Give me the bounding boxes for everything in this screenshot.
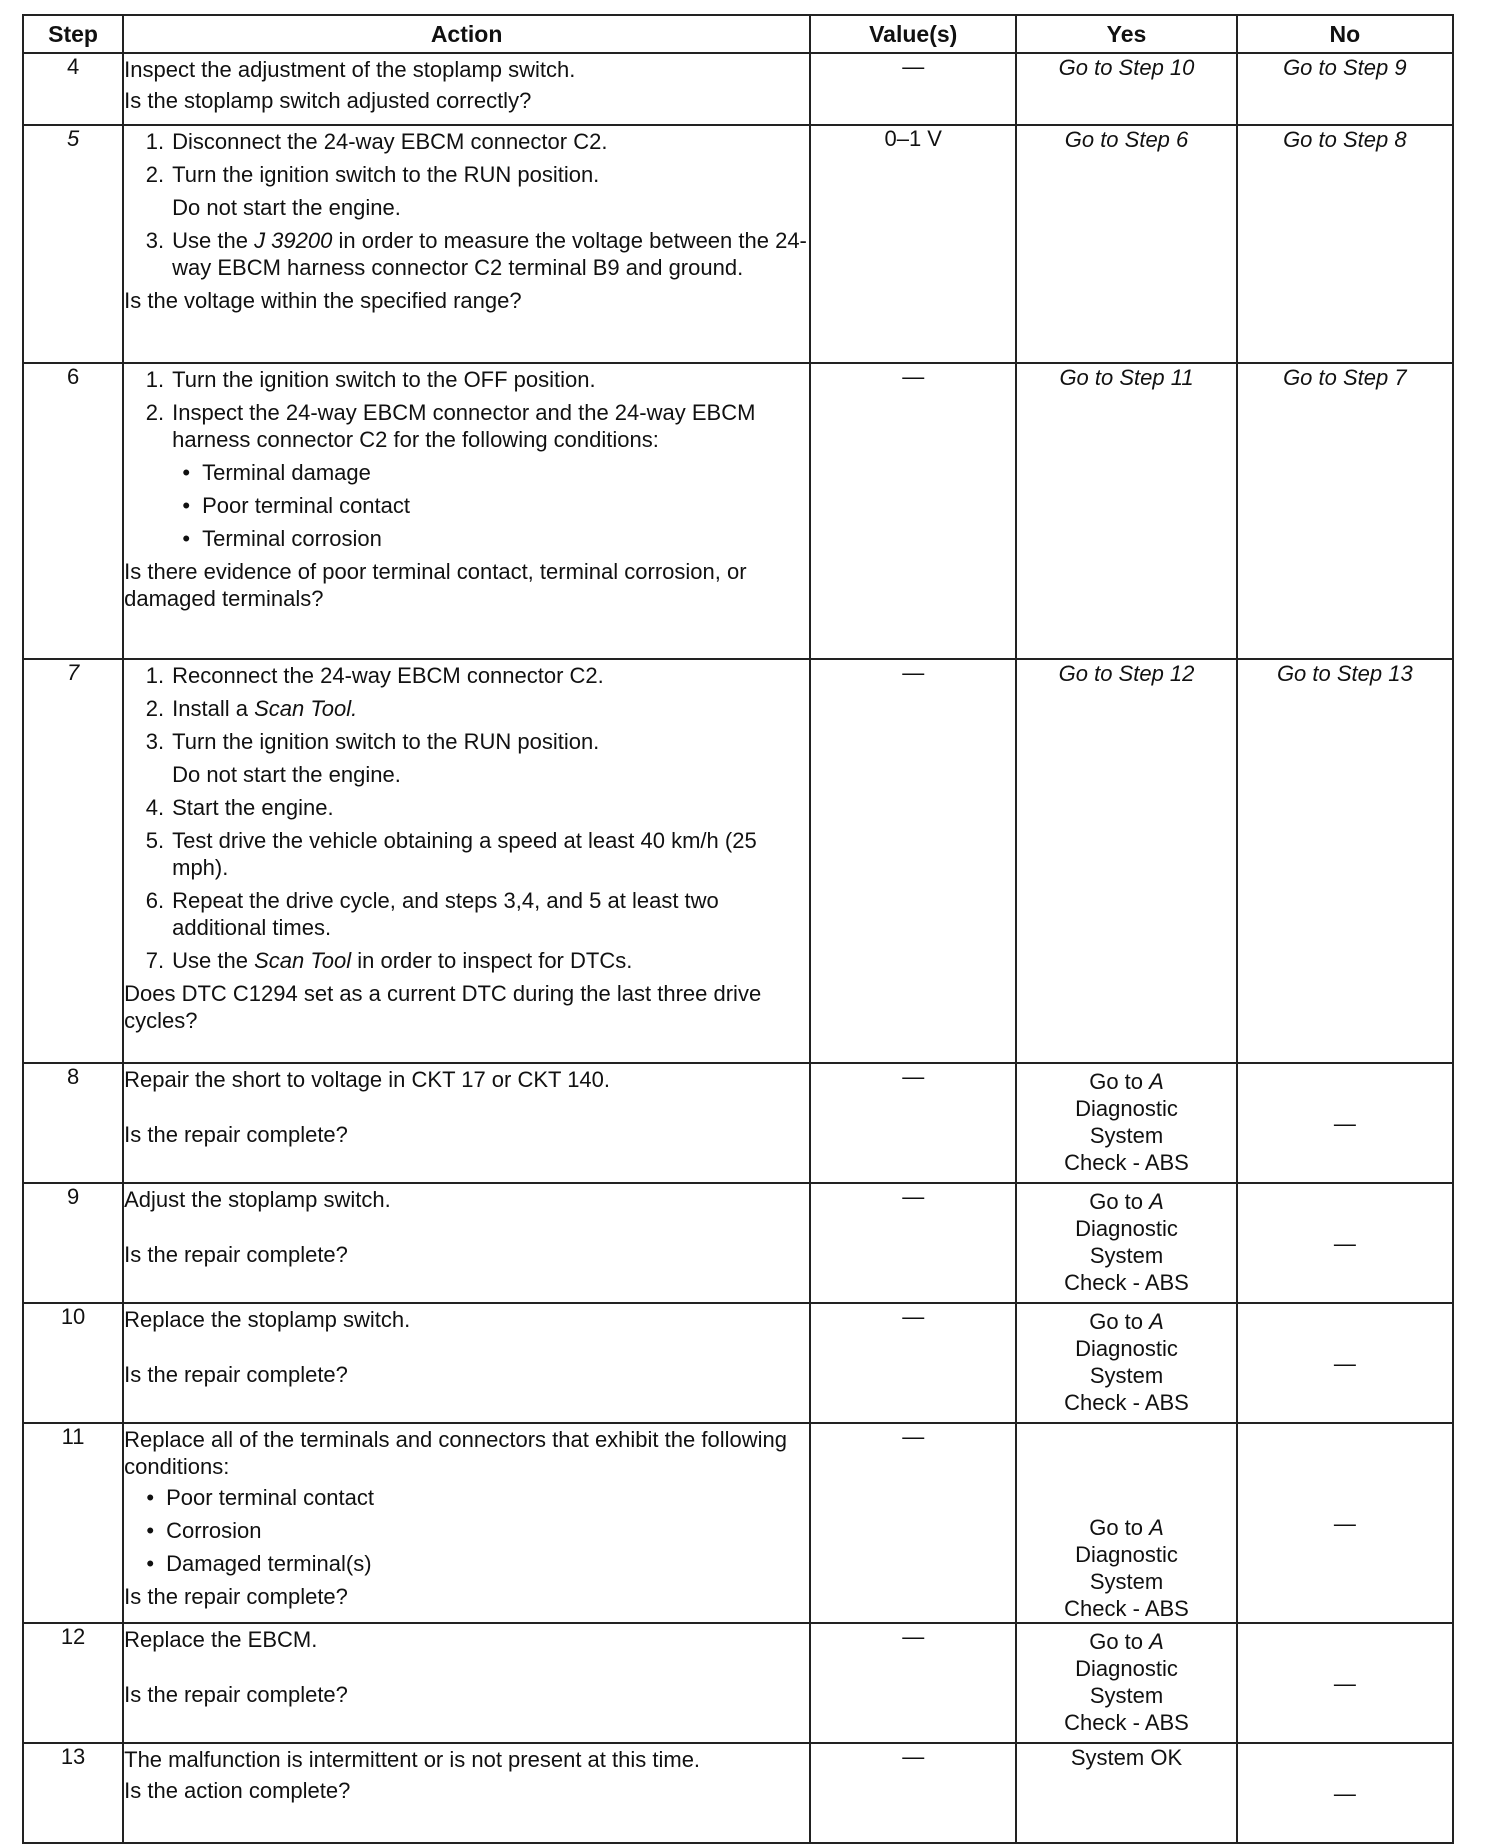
tool-name: Scan Tool <box>254 948 352 973</box>
value-cell: — <box>810 1423 1016 1623</box>
no-cell: Go to Step 8 <box>1237 125 1453 363</box>
sub-note: Do not start the engine. <box>172 195 401 220</box>
yes-cell: Go to A Diagnostic System Check - ABS <box>1016 1183 1236 1303</box>
action-question: Is the voltage within the specified range? <box>124 288 522 313</box>
value-cell: — <box>810 1743 1016 1843</box>
action-text: Replace the EBCM. <box>124 1627 318 1652</box>
header-row <box>23 15 1453 53</box>
list-item: 4. Start the engine. <box>145 795 334 820</box>
value-cell: — <box>810 363 1016 659</box>
value-cell: — <box>810 53 1016 125</box>
table-row <box>23 1743 1453 1843</box>
action-question: Does DTC C1294 set as a current DTC during the last three drive cycles? <box>124 981 762 1033</box>
table-row <box>23 1423 1453 1623</box>
bullet-item: • Damaged terminal(s) <box>146 1551 372 1576</box>
yes-cell: Go to A Diagnostic System Check - ABS <box>1016 1303 1236 1423</box>
action-question: Is the repair complete? <box>124 1242 348 1267</box>
header-yes: Yes <box>1016 15 1236 53</box>
step-number: 13 <box>23 1743 123 1843</box>
no-cell: Go to Step 13 <box>1237 659 1453 1063</box>
list-item: 1. Disconnect the 24-way EBCM connector C2. <box>145 129 608 154</box>
yes-cell: Go to A Diagnostic System Check - ABS <box>1016 1423 1236 1623</box>
table-row <box>23 53 1453 125</box>
step-number: 12 <box>23 1623 123 1743</box>
table-row <box>23 1063 1453 1183</box>
action-question: Is the repair complete? <box>124 1122 348 1147</box>
no-cell: — <box>1237 1743 1453 1843</box>
no-cell: — <box>1237 1623 1453 1743</box>
action-cell <box>123 1623 810 1743</box>
step-number: 9 <box>23 1183 123 1303</box>
yes-cell: System OK <box>1016 1743 1236 1843</box>
list-item: 7. Use the Scan Tool in order to inspect for DTCs. <box>145 948 633 973</box>
bullet-item: • Terminal corrosion <box>182 526 382 551</box>
tool-name: J 39200 <box>254 228 333 253</box>
header-action: Action <box>123 15 810 53</box>
table-row <box>23 125 1453 363</box>
action-text: Inspect the adjustment of the stoplamp switch. <box>124 57 576 82</box>
step-number: 11 <box>23 1423 123 1623</box>
table-row <box>23 1303 1453 1423</box>
action-question: Is there evidence of poor terminal contact, terminal corrosion, or damaged terminals? <box>124 559 747 611</box>
action-cell <box>123 1183 810 1303</box>
yes-cell: Go to Step 11 <box>1016 363 1236 659</box>
action-cell <box>123 659 810 1063</box>
bullet-item: • Corrosion <box>146 1518 262 1543</box>
action-question: Is the action complete? <box>124 1778 351 1803</box>
bullet-item: • Poor terminal contact <box>182 493 410 518</box>
yes-cell: Go to A Diagnostic System Check - ABS <box>1016 1063 1236 1183</box>
value-cell: 0–1 V <box>810 125 1016 363</box>
list-item: 5. Test drive the vehicle obtaining a speed at least 40 km/h (25 mph). <box>145 828 757 880</box>
action-cell <box>123 1063 810 1183</box>
action-text: Replace all of the terminals and connectors that exhibit the following conditions: <box>124 1427 787 1479</box>
tool-name: Scan Tool. <box>254 696 358 721</box>
action-text: The malfunction is intermittent or is not present at this time. <box>124 1747 701 1772</box>
action-text: Adjust the stoplamp switch. <box>124 1187 391 1212</box>
action-text: Replace the stoplamp switch. <box>124 1307 411 1332</box>
header-no: No <box>1237 15 1453 53</box>
step-number: 8 <box>23 1063 123 1183</box>
bullet-item: • Poor terminal contact <box>146 1485 374 1510</box>
value-cell: — <box>810 1623 1016 1743</box>
yes-cell: Go to Step 6 <box>1016 125 1236 363</box>
yes-cell: Go to Step 10 <box>1016 53 1236 125</box>
no-cell: Go to Step 9 <box>1237 53 1453 125</box>
table-row <box>23 1623 1453 1743</box>
value-cell: — <box>810 1183 1016 1303</box>
no-cell: — <box>1237 1303 1453 1423</box>
value-cell: — <box>810 659 1016 1063</box>
list-item: 2. Install a Scan Tool. <box>145 696 358 721</box>
list-item: 3. Use the J 39200 in order to measure the voltage between the 24-way EBCM harness connector C2 terminal B9 and ground. <box>145 228 807 280</box>
action-question: Is the stoplamp switch adjusted correctly? <box>124 88 532 113</box>
table-row <box>23 363 1453 659</box>
list-item: 6. Repeat the drive cycle, and steps 3,4, and 5 at least two additional times. <box>145 888 719 940</box>
step-number: 4 <box>23 53 123 125</box>
diagnostic-table <box>22 14 1454 1844</box>
action-text: Repair the short to voltage in CKT 17 or CKT 140. <box>124 1067 611 1092</box>
step-number: 10 <box>23 1303 123 1423</box>
action-cell <box>123 363 810 659</box>
value-cell: — <box>810 1063 1016 1183</box>
no-cell: — <box>1237 1063 1453 1183</box>
yes-cell: Go to Step 12 <box>1016 659 1236 1063</box>
step-number: 6 <box>23 363 123 659</box>
table-row <box>23 1183 1453 1303</box>
header-values: Value(s) <box>810 15 1016 53</box>
list-item: 2. Turn the ignition switch to the RUN position. <box>145 162 600 187</box>
value-cell: — <box>810 1303 1016 1423</box>
no-cell: — <box>1237 1423 1453 1623</box>
step-number: 5 <box>23 125 123 363</box>
no-cell: Go to Step 7 <box>1237 363 1453 659</box>
action-cell <box>123 53 810 125</box>
header-step: Step <box>23 15 123 53</box>
action-cell <box>123 1743 810 1843</box>
action-question: Is the repair complete? <box>124 1682 348 1707</box>
table-row <box>23 659 1453 1063</box>
sub-note: Do not start the engine. <box>172 762 401 787</box>
action-question: Is the repair complete? <box>124 1362 348 1387</box>
yes-cell: Go to A Diagnostic System Check - ABS <box>1016 1623 1236 1743</box>
action-cell <box>123 125 810 363</box>
no-cell: — <box>1237 1183 1453 1303</box>
list-item: 1. Reconnect the 24-way EBCM connector C2. <box>145 663 604 688</box>
list-item: 2. Inspect the 24-way EBCM connector and the 24-way EBCM harness connector C2 for the following conditions: <box>145 400 756 452</box>
action-question: Is the repair complete? <box>124 1584 348 1609</box>
bullet-item: • Terminal damage <box>182 460 371 485</box>
list-item: 1. Turn the ignition switch to the OFF position. <box>145 367 596 392</box>
action-cell <box>123 1303 810 1423</box>
step-number: 7 <box>23 659 123 1063</box>
action-cell <box>123 1423 810 1623</box>
list-item: 3. Turn the ignition switch to the RUN position. <box>145 729 600 754</box>
